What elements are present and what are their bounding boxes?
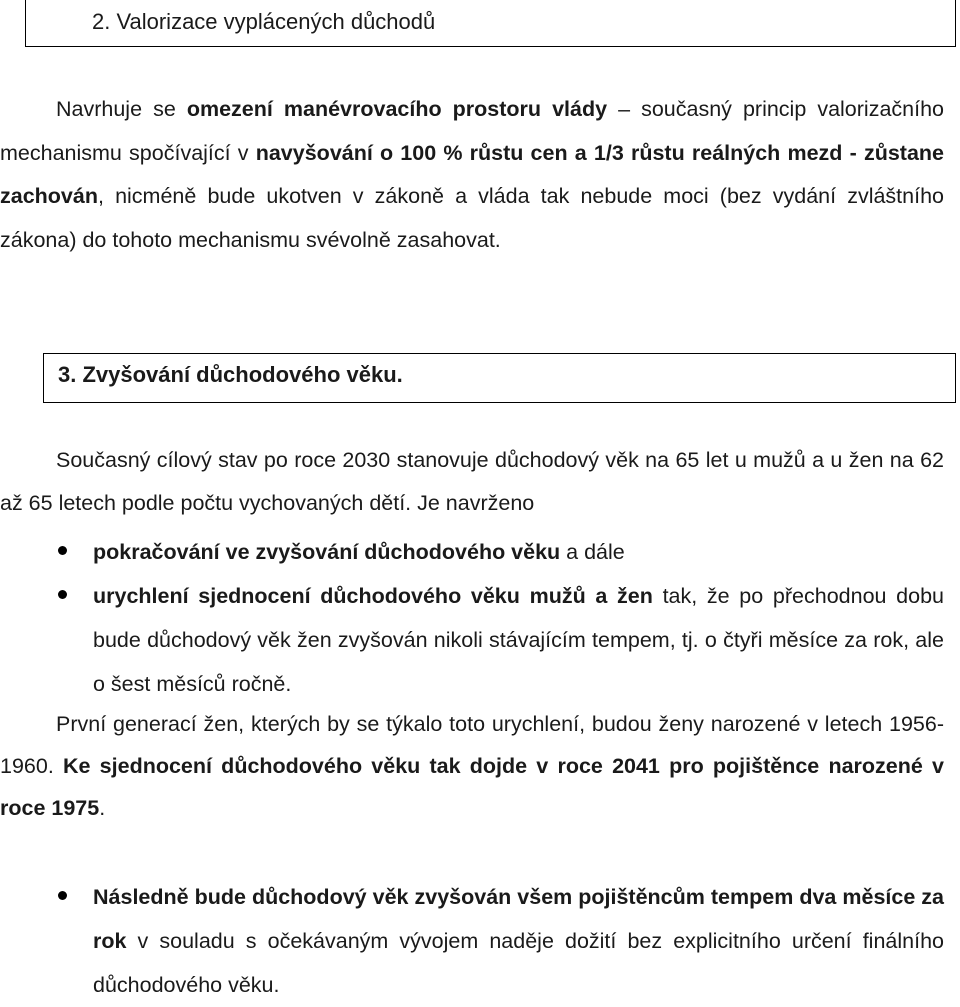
section-3-title: 3. Zvyšování důchodového věku. [58, 362, 403, 387]
section-2-heading [25, 0, 956, 47]
section-3-heading [43, 353, 956, 403]
bullet-icon [58, 891, 67, 900]
section-3-bullet-list [0, 530, 944, 706]
list-item: urychlení sjednocení důchodového věku mužů a žen tak, že po přechodnou dobu bude důchodový věk žen zvyšován nikoli stávajícím tempem, tj. o čtyři měsíce za rok, ale o šest měsíců ročně. [0, 574, 944, 706]
section-3-paragraph-1: Současný cílový stav po roce 2030 stanovuje důchodový věk na 65 let u mužů a u žen na 62 až 65 letech podle počtu vychovaných dětí. Je navrženo [0, 448, 944, 515]
section-3-bullet-list-2 [0, 875, 944, 1007]
section-2-title: 2. Valorizace vyplácených důchodů [92, 9, 436, 34]
bullet-icon [58, 590, 67, 599]
section-3-paragraph-2: První generací žen, kterých by se týkalo toto urychlení, budou ženy narozené v letech 1956-1960. Ke sjednocení důchodového věku tak dojde v roce 2041 pro pojištěnce narozené v roce 1975. [0, 712, 944, 820]
list-item: Následně bude důchodový věk zvyšován všem pojištěncům tempem dva měsíce za rok v souladu s očekávaným vývojem naděje dožití bez explicitního určení finálního důchodového věku. [0, 875, 944, 1007]
bullet-icon [58, 546, 67, 555]
section-2-paragraph: Navrhuje se omezení manévrovacího prostoru vlády – současný princip valorizačního mechanismu spočívající v navyšování o 100 % růstu cen a 1/3 růstu reálných mezd - zůstane zachován, nicméně bude ukotven v zákoně a vláda tak nebude moci (bez vydání zvláštního zákona) do tohoto mechanismu svévolně zasahovat. [0, 97, 944, 252]
list-item: pokračování ve zvyšování důchodového věku a dále [0, 530, 944, 574]
